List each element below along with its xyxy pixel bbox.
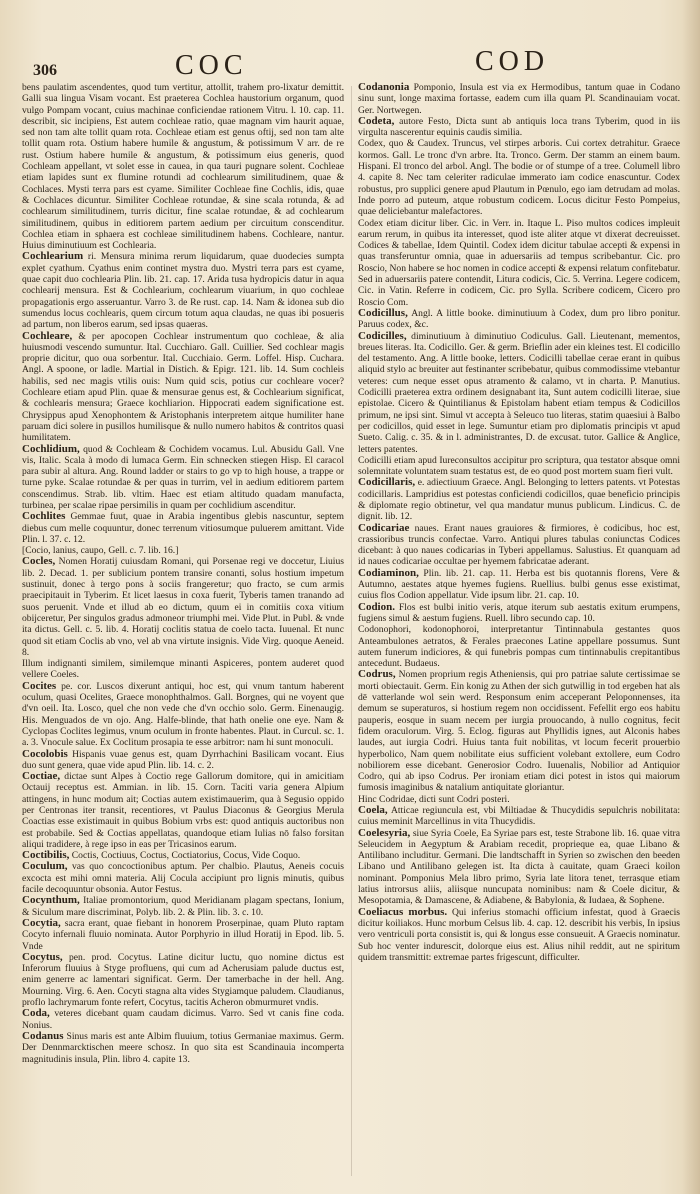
dictionary-entry bbox=[358, 308, 680, 331]
entry-text: Codonophori, kodonophoroi, interpretantur Tintinnabula gestantes quos Anteambulones aetratos, & Ferales praecones Latine appellare possumus. Sunt autem funerum indiciores, & qui funebris pompas cum tintinnabulis crepitantibus antecedunt. Budaeus. bbox=[358, 624, 680, 670]
entry-text: Pomponio, Insula est via ex Hermodibus, tantum quae in Codano sinu sunt, longe maxima fortasse, eadem cum illa quam Pl. Scandinauiam vocat. Ger. Nortwegen. bbox=[358, 82, 680, 116]
entry-headword: Codeta, bbox=[358, 114, 395, 127]
dictionary-entry bbox=[358, 907, 680, 963]
dictionary-entry bbox=[358, 794, 680, 805]
entry-text: Nomen Horatij cuiusdam Romani, qui Porsenae regi ve doccetur, Liuius lib. 2. Decad. 1. per sublicium pontem transire conanti, solus hostium impetum sustinuit, donec à tergo pons à sociis frangeretur; quo fracto, se cum armis praecipitauit in Tyberim. Et licet laesus in coxa fuerit, Tyberis tamen tranando ad suos peruenit. Vnde et illud ab eo dictum, quum ei in comitiis coxa vitium obijceretur, Per singulos gradus admoneor triumphi mei. Vide Plut. in Publ. & vnde ita dictus. Gell. c. 5. lib. 4. Horatij coclitis statua de coelo tacta. Iuuenal. Et nunc quod sit etiam Coclis ab vno, vel ab vna virtute insignis. Vide Virg. quoque Aeneid. 8. bbox=[22, 556, 344, 658]
entry-text: [Cocio, lanius, caupo, Gell. c. 7. lib. 16.] bbox=[22, 545, 179, 557]
entry-text: Angl. A little booke. diminutiuum à Codex, dum pro libro ponitur. Paruus codex, &c. bbox=[358, 307, 680, 331]
entry-headword: Codion. bbox=[358, 600, 395, 613]
dictionary-entry bbox=[22, 1031, 344, 1065]
entry-text: pen. prod. Cocytus. Latine dicitur luctu, quo nomine dictus est Inferorum fluuius à Styge profluens, qui cum ad Acherusiam palude ductus est, enim generre ac lamentari significat. Germ. Der tamerbache in der hell. Ang. Mourning. Virg. 6. Aen. Cocyti stagna alta vides Stygiamque paludem. Claudianus, proflo lachrymarum fonte refert, Cocytus, tacitis Acheron obmurmuret vndis. bbox=[22, 951, 344, 1009]
dictionary-entry bbox=[358, 602, 680, 625]
entry-headword: Cocynthum, bbox=[22, 894, 80, 907]
dictionary-entry bbox=[22, 331, 344, 444]
entry-headword: Cocytia, bbox=[22, 916, 61, 929]
entry-text: Gemmae fuut, quae in Arabia ingentibus glebis nascuntur, septem diebus cum melle coquuntur, donec terrenum vitiosumque puluerem amittant. Vide Plin. l. 37. c. 12. bbox=[22, 511, 344, 545]
entry-text: Qui inferius stomachi officium infestat, quod à Graecis dicitur koiliakos. Hunc morbum Celsus lib. 4. cap. 12. describit his verbis, In ipsius vero ventriculi porta consistit is, qui & longus esse consueuit. A Graecis nominatur. Sub hoc venter indurescit, dolorque eius est. Alius nihil reddit, aut ne spiritum quidem transmittit: extremae partes frigescunt, difficulter. bbox=[358, 906, 680, 963]
running-head-right: COD bbox=[475, 46, 550, 77]
dictionary-entry bbox=[22, 850, 344, 861]
entry-headword: Cocolobis bbox=[22, 747, 68, 760]
dictionary-entry bbox=[358, 805, 680, 828]
entry-text: naues. Erant naues grauiores & firmiores, è codicibus, hoc est, crassioribus truncis confectae. Varro. Antiqui plures tabulas coniunctas Codices dicebant: à quo naues codicarias in Tyberi appellamus. Salustius. Et quanquam ad id naues codicariae occultae per hyemem fabricatae aderant. bbox=[358, 522, 680, 568]
column-divider bbox=[351, 86, 352, 1176]
entry-text: Codex, quo & Caudex. Truncus, vel stirpes arboris. Cui cortex detrahitur. Graece kormos. Gall. Le tronc d'vn arbre. Ita. Tronco. Germ. Der stamm an einem baum. Hispani. El tronco del arbol. Angl. The bodie or of stumpe of a tree. Columell libro 4. capite 8. Nec tam celeriter radiculae immerato iam codice enascuntur. Codex robustus, pro supplici genere apud Plautum in Pœnulo, ego iam detrudam ad molas. Inde porro ad puteum, atque robustum codicem. Locus dicitur Festo Pompeius, quae deliciebantur malefactores. bbox=[358, 138, 680, 218]
dictionary-entry bbox=[358, 455, 680, 478]
dictionary-entry bbox=[22, 545, 344, 556]
entry-headword: Coela, bbox=[358, 804, 388, 816]
dictionary-entry bbox=[22, 511, 344, 545]
entry-headword: Coda, bbox=[22, 1007, 50, 1020]
dictionary-entry bbox=[358, 331, 680, 455]
dictionary-entry bbox=[358, 218, 680, 308]
dictionary-entry bbox=[358, 669, 680, 793]
dictionary-entry bbox=[22, 681, 344, 749]
dictionary-entry bbox=[358, 523, 680, 568]
entry-text: siue Syria Coele, Ea Syriae pars est, teste Strabone lib. 16. quae vitra Seleucidem in Aegyptum & Arabiam recedit, proprieque ea, quae Libano & Antilibano includitur. Germani. Die landtschafft in Syrien so zwischen den beeden Libano und Antilibano gelegen ist. Ita dicta à cauitate, quam Graeci koilon nominant. Pomponius Mela libro primo, Syria late litora tenet, terrasque etiam latius introrsus aliis, aliisque nuncupata nominibus: nam & Coele dicitur, & Mesopotamia, & Damascene, & Adiabene, & Babylonia, & Iudaea, & Sophene. bbox=[358, 827, 680, 907]
dictionary-entry bbox=[22, 918, 344, 952]
dictionary-entry bbox=[358, 568, 680, 602]
dictionary-entry bbox=[22, 82, 344, 251]
entry-headword: Coctibilis, bbox=[22, 849, 70, 862]
entry-text: & per apocopen Cochlear instrumentum quo cochleae, & alia huiusmodi vescendo sumuntur. Ital. Cucchiaro. Gall. Cuillier. Sed cochlear magis proprie dicitur, quo oua sorbentur. Ital. Cucchiaio. Germ. Loffel. Hisp. Cuchara. Angl. A spoone, or ladle. Martial in Distich. & Epigr. 121. lib. 14. Sum cochleis habilis, sed nec magis vtilis ouis: Num quid scis, potius cur cochleare vocer? Cochleare etiam apud Plin. quae & mensurae genus est, & Cochlearium significat, & cochlearis mensura; Graece kochliarion. Hippocrati eadem significatione est. Chrysippus apud Xenophontem & Aristophanis interpretem aitque humiliter hane paruam dici solere in pusillos humilisque & nullo numero habitos & contritos quasi humilitatem. bbox=[22, 330, 344, 444]
dictionary-entry bbox=[22, 952, 344, 1008]
entry-headword: Cochleare, bbox=[22, 329, 73, 342]
dictionary-entry bbox=[22, 895, 344, 918]
dictionary-entry bbox=[22, 658, 344, 681]
entry-text: Hispanis vuae genus est, quam Dyrrhachini Basilicam vocant. Eius duo sunt genera, quae vide apud Plin. lib. 14. c. 2. bbox=[22, 748, 344, 771]
entry-text: Sinus maris est ante Albim fluuium, totius Germaniae maximus. Germ. Der Dennmarcktischen meere schosz. In quo sita est Scandinauia incomperta magnitudinis insula, Plin. libro 4. capite 13. bbox=[22, 1030, 344, 1065]
entry-text: Flos est bulbi initio veris, atque iterum sub aestatis exitum erumpens, fugiens simul & aestum fugiens. Ruell. libro secundo cap. 10. bbox=[358, 601, 680, 624]
entry-headword: Coculum, bbox=[22, 860, 68, 873]
dictionary-entry bbox=[358, 477, 680, 522]
entry-headword: Coctiae, bbox=[22, 770, 61, 783]
page-header bbox=[0, 36, 700, 81]
dictionary-entry bbox=[358, 828, 680, 907]
entry-headword: Codicariae bbox=[358, 521, 410, 534]
entry-headword: Codicillus, bbox=[358, 306, 408, 319]
entry-text: vas quo concoctionibus aptum. Per chalbio. Plautus, Aeneis cocuis excocta est mihi omni materia. Alij Cocula accipiunt pro lignis minutis, quibus facile decoquuntur obsonia. Autor Festus. bbox=[22, 861, 344, 896]
entry-text: Hinc Codridae, dicti sunt Codri posteri. bbox=[358, 793, 510, 805]
entry-text: Italiae promontorium, quod Meridianam plagam spectans, Ionium, & Siculum mare discriminat, Polyb. lib. 2. & Plin. lib. 3. c. 10. bbox=[22, 895, 344, 918]
dictionary-entry bbox=[358, 138, 680, 217]
entry-text: e. adiectiuum Graece. Angl. Belonging to letters patents. vt Potestas codicillaris. Lampridius est potestas conficiendi codicillos, quae beneficio principis & diplomate regio obtinetur, vel qua mandatur munus publicum. Lindicus. C. de dignit. lib. 12. bbox=[358, 477, 680, 523]
running-head-left: COC bbox=[175, 50, 248, 81]
entry-headword: Cocites bbox=[22, 679, 57, 692]
entry-text: pe. cor. Luscos dixerunt antiqui, hoc est, qui vnum tantum haberent oculum, quasi Ocelites, Graece monophthalmos. Gall. Borgnes, qui ne voyent que d'vn oeil. Ita. Losco, quel che non vede che d'vn occhio solo. Germ. Einenaugig. His. Menguados de vn ojo. Ang. Halfe-blinde, that hath onelie one eye. Nam & Cyclopas Coclites legimus, vnum oculum in fronte habentes. Plaut. in Curcul. sc. 1. a. 3. Vnocule salue. Ex Coclitum prosapia te esse arbitror: nam hi sunt monoculi. bbox=[22, 680, 344, 749]
dictionary-entry bbox=[22, 749, 344, 772]
right-column bbox=[358, 82, 680, 1178]
entry-text: diminutiuum à diminutiuo Codiculus. Gall. Lieutenant, mementos, breues literas. Ita. Codicillo. Ger. & germ. Brieflin ader ein kleines test. El codicillo del testamento. Ang. A little booke, letters. Codicilli tabellae cerae erant in quibus aliquid stylo ac breuiter aut festinanter scribebatur, quibus commodissime vtebantur veteres: cum neque esset opus atramento & calamo, vt in charta. P. Manutius. Codicilli praeterea extra ordinem designabant ita, Sunt autem codicilli literae, siue epistolae. Cicero & Quintilianus & Epistolam habent etiam tempus & Codicillos primum, ne ipsi sint. Simul vt accepta à Seleuco tuo literas, statim quaesiui à Balbo per codicillos, quid esset in lege. Sumuntur etiam pro diplomatis principis vt apud Sueto. Calig. c. 35. & in l. administrantes, D. de excusat. tutor. Gallice & Anglice, letters patentes. bbox=[358, 330, 680, 455]
entry-headword: Cochlearium bbox=[22, 250, 84, 263]
entry-text: autore Festo, Dicta sunt ab antiquis loca trans Tyberim, quod in iis virgulta nascerentur equinis caudis similia. bbox=[358, 115, 680, 139]
entry-text: Atticae regiuncula est, vbi Miltiadae & Thucydidis sepulchris nobilitata: cuius meminit Marcellinus in vita Thucydidis. bbox=[358, 805, 680, 828]
entry-headword: Codicillaris, bbox=[358, 476, 416, 489]
dictionary-entry bbox=[22, 251, 344, 330]
dictionary-entry bbox=[358, 624, 680, 669]
entry-text: ri. Mensura minima rerum liquidarum, quae duodecies sumpta explet cyathum. Cyathus enim continet mystra duo. Mystri terra pars est cyame, quae capit duo cochlearia Plin. lib. 21. cap. 17. Arida tusa hydropicis datur in aqua cochlearij mensura. Est & Cochlearium, cochlearum viuarium, in quo cochleae propagationis ergo asseruantur. Varro 3. de Re rust. cap. 14. Nam & idonea sub dio sumendus locus cochlearis, quem circum totum aqua claudas, ne quas ibi posueris ad partum, non liberos earum, sed ipsas quaeras. bbox=[22, 251, 344, 331]
entry-headword: Codanonia bbox=[358, 82, 410, 93]
entry-headword: Cochlites bbox=[22, 510, 66, 523]
entry-headword: Coeliacus morbus. bbox=[358, 905, 448, 918]
page-number: 306 bbox=[33, 62, 57, 79]
entry-text: veteres dicebant quam caudam dicimus. Varro. Sed vt canis fine coda. Nonius. bbox=[22, 1008, 344, 1031]
dictionary-entry bbox=[22, 444, 344, 512]
entry-text: Coctis, Coctiuus, Coctus, Coctiatorius, Cocus, Vide Coquo. bbox=[71, 850, 301, 862]
entry-text: Codicilli etiam apud Iureconsultos accipitur pro scriptura, qua testator absque omni solemnitate voluntatem suam testatus est, de eo quod post mortem suam fieri vult. bbox=[358, 454, 680, 478]
entry-headword: Cocles, bbox=[22, 555, 56, 568]
entry-headword: Cocytus, bbox=[22, 950, 63, 963]
dictionary-entry bbox=[358, 116, 680, 139]
page-edge-shadow bbox=[682, 0, 700, 1194]
entry-text: Codex etiam dicitur liber. Cic. in Verr. in. Itaque L. Piso multos codices impleuit earum rerum, in quibus ita interesset, quod iste aliter atque vt dixerat decreuisset. Codices & tabellae, Idem Quintil. Codex idem dicitur tabulae accepti & expensi in quas transferuntur omnia, quae in aduersariis ad tempus scribebantur. Cic. pro Roscio, Non habere se hoc nomen in codice accepti & expensi relatum confitebatur. Sed in aduersariis patere contendit, Litura codicis, Cic. 5. Verrina. Legere codicem, Cic. in Vatin. Referre in codicem, Cic. pro Sylla. Scribere codicem, Cicero pro Roscio Com. bbox=[358, 217, 680, 308]
dictionary-entry bbox=[358, 82, 680, 116]
left-column bbox=[22, 82, 344, 1178]
entry-headword: Codicilles, bbox=[358, 329, 407, 342]
entry-headword: Codrus, bbox=[358, 668, 396, 681]
entry-headword: Codiaminon, bbox=[358, 566, 419, 579]
entry-headword: Codanus bbox=[22, 1029, 64, 1042]
entry-text: Plin. lib. 21. cap. 11. Herba est bis quotannis florens, Vere & Autumno, aestates atque hyemes fugiens. Ruellius. bulbi genus esse existimat, cuius flos Codion appellatur. Vide ipsum libr. 21. cap. 10. bbox=[358, 567, 680, 602]
entry-text: sacra erant, quae fiebant in honorem Proserpinae, quam Pluto raptam Cocyto infernali fluuio nominata. Autor Porphyrio in illud Horatij in Epod. lib. 5. Vnde bbox=[22, 917, 344, 952]
dictionary-entry bbox=[22, 556, 344, 658]
entry-text: dictae sunt Alpes à Coctio rege Gallorum domitore, qui in amicitiam Octauij receptus est. Ammian. in lib. 15. Corn. Taciti varia genera Alpium attingens, in hunc modum ait; Coctias autem existimauerim, qua à Segusio oppido per Centronas iter transit, recentiores, vt Paulus Diaconus & Georgius Merula Coactias esse existimauit in quibus Bobium vrbs est: quod antiquis auctoribus non est probabile. Sed & Coctias appellatas, quandoque etiam Iulias nō falso forsitan aliqui tradidere, à rege ipso in eas per Tricasinos earum. bbox=[22, 771, 344, 850]
dictionary-entry bbox=[22, 861, 344, 895]
entry-text: bens paulatim ascendentes, quod tum vertitur, attollit, trahem pro-lixatur demittit. Galli sua lingua Visam vocant. Est praeterea Cochlea haustorium organum, quod vulgo Pompam vocant, cuius machinae conficiendae rationem Vitru. l. 10. cap. 11. describit, sic incipiens, Est autem cochleae ratio, quae magnam vim haurit aquae, sed non tam alte tollit quam rota. Cochleae etiam est genus oftij, sed non tam alte tollit quam rota. Ostium habere humile & angustum, & potissimum V arr. de re rust. Ostium habere humile & angustum, & potissimum eius generis, quod Cochleam appellant, vt solet esse in cauea, in qua tauri pugnare solent. Cochleae etiam lapides sunt ex flumine rotundi ad cochlearum similitudinem, quae & Cochlaces. Mysti terra pars est cyame. Similiter Cochleae fine Cochlis, idis, quae & Cochlaces dicuntur. Similiter Cochleae rotundae, & sine scala rotunda, & ad cochlearum similitudinem, turris dicitur, fine scalae rotundae, & ad cochlearum similitudinem, quibus in editiorem partem aedium per circuitum conscenditur. Cochlea etiam in sphaera est cochleae similitudinem habens. Cochleare, nantur. Huius diminutiuum est Cochlearia. bbox=[22, 82, 344, 252]
entry-text: quod & Cochleam & Cochidem vocamus. Lul. Abusidu Gall. Vne vis, Italic. Scala à modo di lumaca Germ. Ein schnecken stiegen Hisp. El caracol para subir al altura. Ang. Round ladder or stairs to go vp to high house, a trappe or turne pyke. Scalae rotundae & per quas in turrim, vel in aedium editiorem partem conscendimus. Strab. lib. vltim. Haec est etiam altitudo quadam manufacta, turbinea, per scalae ripae persimilis in quam per cochlidium ascenditur. bbox=[22, 443, 344, 511]
entry-text: Illum indignanti similem, similemque minanti Aspiceres, pontem auderet quod vellere Coeles. bbox=[22, 658, 344, 681]
entry-headword: Coelesyria, bbox=[358, 826, 411, 839]
dictionary-entry bbox=[22, 771, 344, 850]
entry-text: Nomen proprium regis Atheniensis, qui pro patriae salute certissimae se morti obiectauit. Germ. Ein konig zu Athen der sich gutwillig in tod ergeben hat als dē vatterlande wol sein werd. Responsum enim acceperant Peloponnenses, ita demum se superaturos, si hostium regem non occidissent. Fefellit ergo eos habitu pauperis, eosque in suam necem per iurgia prouocando, à nullo cognitus, fecit fidem oraculorum. Virg. 5. Eclog. figuras aut Phyllidis ignes, aut Alconis habes laudes, aut iurgia Codri. Huius tanta fuit nobilitas, vt locum fecerit prouerbio hyperbolico, Nam quem nobilitate eius sufficient volebant extollere, eum Codro nobiliorem esse dicebant. Generosior Codro. Iuuenalis, Nobilior ad Antiquior Codro, qui ab ipso Codrus. Per ironiam etiam dici potest in istos qui maiorum fumosis imaginibus & natalium antiquitate gloriantur. bbox=[358, 669, 680, 794]
entry-headword: Cochlidium, bbox=[22, 442, 80, 455]
dictionary-entry bbox=[22, 1008, 344, 1031]
